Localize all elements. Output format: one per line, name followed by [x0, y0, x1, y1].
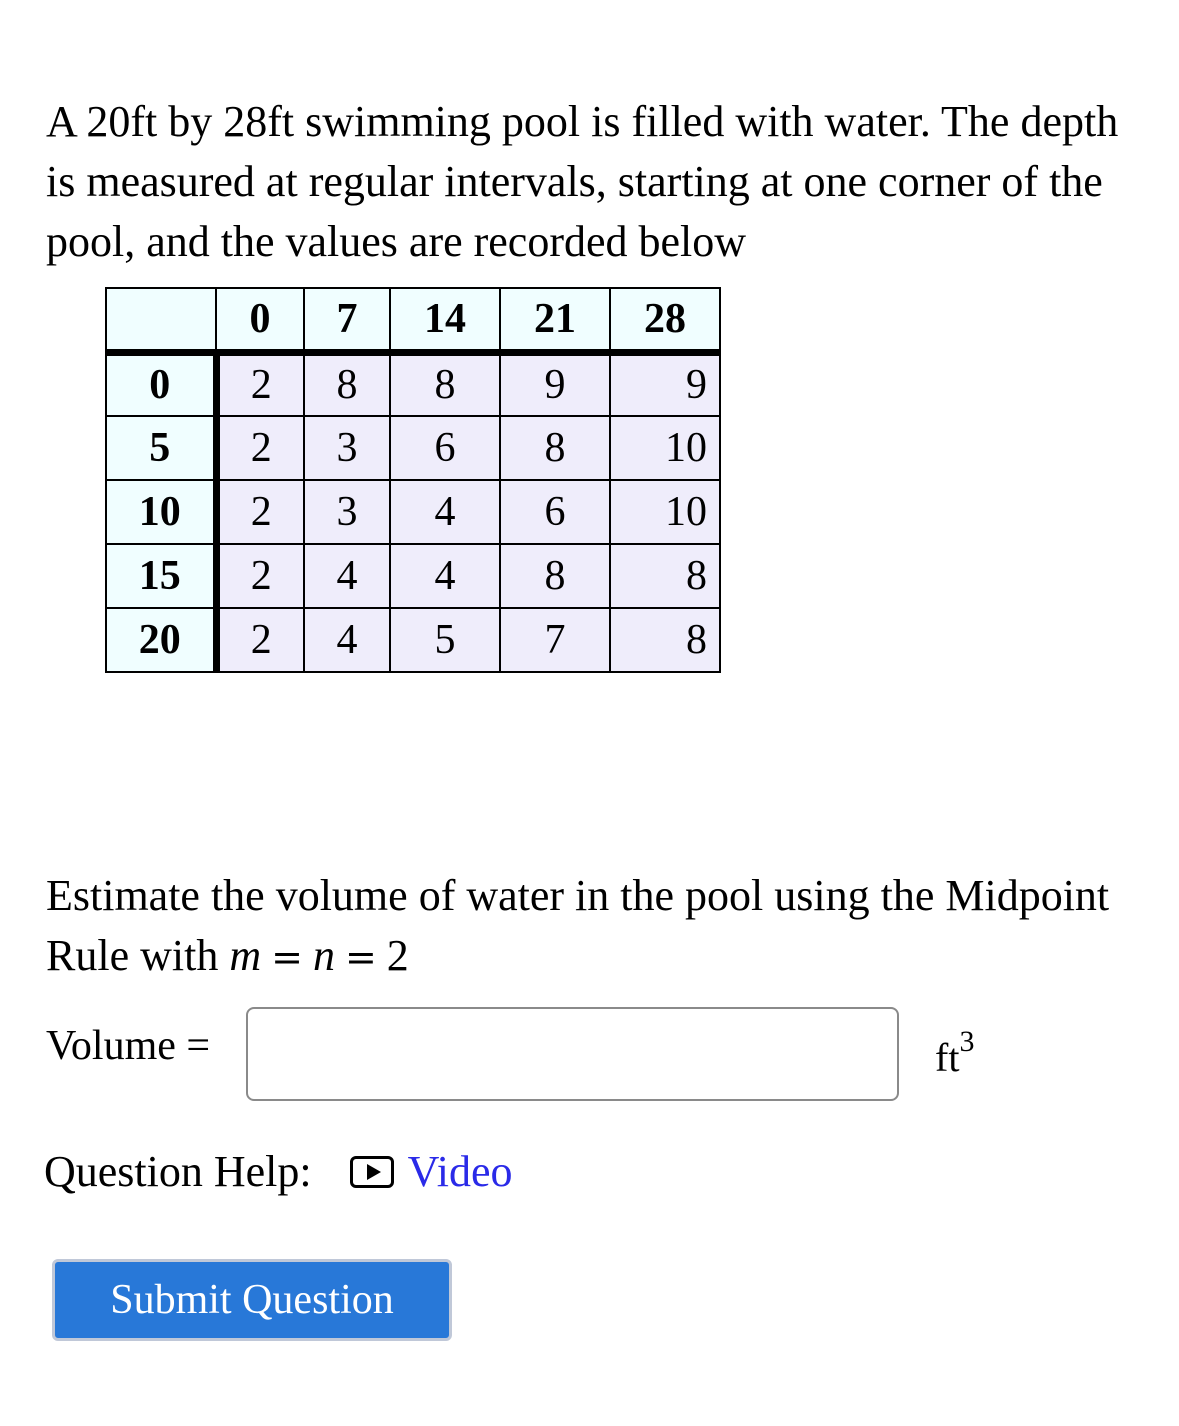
table-corner-cell — [106, 288, 216, 352]
table-cell: 9 — [500, 352, 610, 416]
math-equals: = — [344, 935, 377, 979]
column-header: 14 — [390, 288, 500, 352]
table-header-row — [106, 288, 720, 352]
video-link[interactable] — [350, 1146, 513, 1197]
row-header: 20 — [106, 608, 216, 672]
estimate-instruction — [46, 866, 1146, 987]
table-cell: 10 — [610, 480, 720, 544]
table-cell: 8 — [610, 608, 720, 672]
table-cell: 10 — [610, 416, 720, 480]
table-cell: 2 — [216, 416, 304, 480]
math-var-m: m — [229, 931, 262, 980]
table-cell: 2 — [216, 544, 304, 608]
table-cell: 3 — [304, 480, 390, 544]
table-cell: 3 — [304, 416, 390, 480]
unit-exponent: 3 — [959, 1025, 975, 1058]
depth-table — [105, 287, 721, 673]
table-cell: 8 — [500, 544, 610, 608]
table-cell: 8 — [390, 352, 500, 416]
question-help-label: Question Help: — [44, 1147, 312, 1196]
row-header: 10 — [106, 480, 216, 544]
column-header: 21 — [500, 288, 610, 352]
table-cell: 4 — [390, 544, 500, 608]
table-cell: 6 — [500, 480, 610, 544]
table-cell: 6 — [390, 416, 500, 480]
submit-question-button[interactable]: Submit Question — [52, 1259, 452, 1341]
question-help — [44, 1146, 513, 1197]
row-header: 15 — [106, 544, 216, 608]
math-equals: = — [271, 935, 303, 979]
column-header: 0 — [216, 288, 304, 352]
table-cell: 8 — [610, 544, 720, 608]
problem-statement: A 20ft by 28ft swimming pool is filled with water. The depth is measured at regular intervals, starting at one corner of the pool, and the values are recorded below — [46, 97, 1119, 266]
math-var-n: n — [312, 931, 335, 980]
video-play-icon — [350, 1156, 394, 1188]
table-row — [106, 352, 720, 416]
table-cell: 2 — [216, 352, 304, 416]
estimate-text: Estimate the volume of water in the pool using the Midpoint Rule with — [46, 871, 1110, 980]
table-row — [106, 544, 720, 608]
column-header: 28 — [610, 288, 720, 352]
table-cell: 4 — [304, 608, 390, 672]
row-header: 0 — [106, 352, 216, 416]
table-cell: 2 — [216, 480, 304, 544]
table-cell: 9 — [610, 352, 720, 416]
unit-base: ft — [935, 1035, 960, 1080]
math-value: 2 — [386, 931, 409, 980]
volume-label: Volume = — [46, 1023, 211, 1069]
volume-input[interactable] — [246, 1007, 899, 1101]
table-cell: 5 — [390, 608, 500, 672]
table-row — [106, 608, 720, 672]
table-cell: 8 — [500, 416, 610, 480]
table-cell: 8 — [304, 352, 390, 416]
video-link-label: Video — [407, 1147, 513, 1196]
table-row — [106, 480, 720, 544]
table-row — [106, 416, 720, 480]
table-cell: 4 — [304, 544, 390, 608]
table-cell: 7 — [500, 608, 610, 672]
table-cell: 2 — [216, 608, 304, 672]
unit-label — [935, 1025, 974, 1081]
column-header: 7 — [304, 288, 390, 352]
table-cell: 4 — [390, 480, 500, 544]
row-header: 5 — [106, 416, 216, 480]
